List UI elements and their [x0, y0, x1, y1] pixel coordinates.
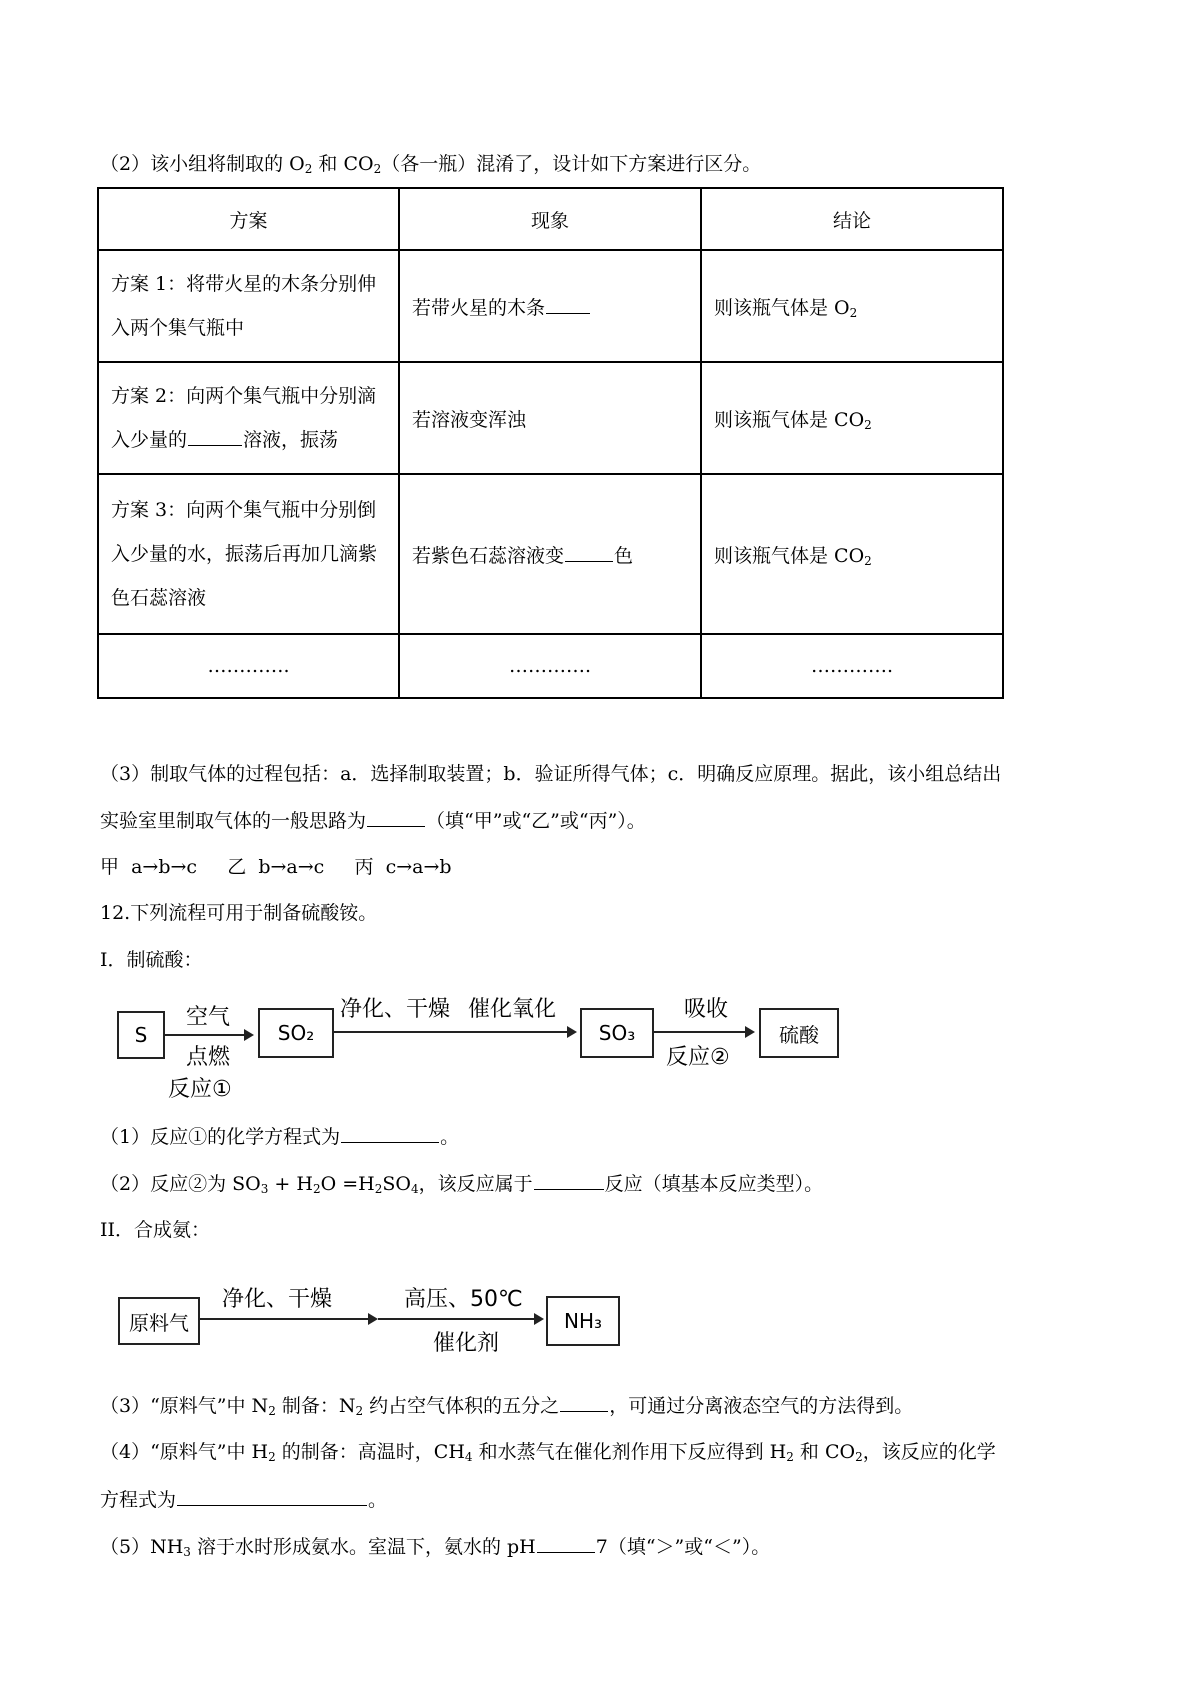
phenomenon-text: 色 — [614, 544, 634, 567]
subscript: 2 — [312, 1182, 321, 1196]
question-text: （4）“原料气”中 H — [100, 1441, 269, 1463]
ellipsis-cell: …………. — [701, 634, 1003, 698]
question-text: 7（填“＞”或“＜”）。 — [595, 1536, 771, 1558]
answer-blank[interactable] — [367, 808, 425, 827]
table-row — [98, 474, 1003, 634]
subscript: 3 — [183, 1545, 191, 1559]
flow-arrow — [164, 1034, 252, 1036]
q12-sub2 — [100, 1171, 823, 1196]
q12-title: 12.下列流程可用于制备硫酸铵。 — [100, 902, 378, 924]
subscript: 2 — [374, 1182, 383, 1196]
question-text: 的制备：高温时，CH — [275, 1441, 465, 1463]
table-row — [98, 362, 1003, 474]
question-text: SO — [382, 1173, 411, 1195]
subscript: 4 — [464, 1450, 473, 1464]
answer-blank[interactable] — [177, 1487, 367, 1506]
ellipsis-cell: …………. — [399, 634, 701, 698]
q11-3-line2 — [100, 808, 646, 833]
question-text: （2）反应②为 SO — [100, 1173, 261, 1195]
question-text: ，该反应属于 — [418, 1173, 533, 1195]
subscript: 2 — [355, 1404, 364, 1418]
q11-3-options: 甲 a→b→c 乙 b→a→c 丙 c→a→b — [100, 856, 452, 878]
plan-text — [111, 374, 381, 462]
question-text: 和 CO — [793, 1441, 856, 1463]
plan-text-part: 溶液，振荡 — [243, 429, 339, 451]
phenomenon-cell: 若溶液变浑浊 — [399, 362, 701, 474]
flow-box-so2: SO₂ — [258, 1008, 334, 1058]
flow-label-air: 空气 — [186, 1005, 231, 1030]
flow-arrow — [378, 1318, 542, 1320]
question-text: （5）NH — [100, 1536, 184, 1558]
q12-part1-title: I．制硫酸： — [100, 949, 203, 971]
question-text: 。 — [440, 1126, 460, 1148]
flow-label-absorb: 吸收 — [684, 997, 729, 1022]
answer-blank[interactable] — [565, 543, 613, 562]
conclusion-cell — [701, 474, 1003, 634]
plan-text: 方案 1：将带火星的木条分别伸入两个集气瓶中 — [111, 273, 377, 339]
phenomenon-cell — [399, 250, 701, 362]
plan-text: 方案 3：向两个集气瓶中分别倒入少量的水，振荡后再加几滴紫色石蕊溶液 — [111, 499, 378, 609]
flow-label-ignite: 点燃 — [186, 1045, 231, 1070]
intro-text: （各一瓶）混淆了，设计如下方案进行区分。 — [381, 153, 762, 175]
conclusion-cell — [701, 362, 1003, 474]
flow-box-sulfuric-acid: 硫酸 — [759, 1008, 839, 1058]
question-text: ，该反应的化学 — [862, 1441, 996, 1463]
flow-label-reaction2: 反应② — [666, 1045, 730, 1070]
flow-label-reaction1: 反应① — [168, 1077, 232, 1102]
flow-arrow — [653, 1031, 753, 1033]
question-text: 制备：N — [275, 1395, 356, 1417]
answer-blank[interactable] — [560, 1393, 608, 1412]
phenomenon-cell — [399, 474, 701, 634]
intro-text: （2）该小组将制取的 O — [100, 153, 305, 175]
flow-box-nh3: NH₃ — [546, 1296, 620, 1346]
flow-label-catalytic-oxidation: 催化氧化 — [468, 997, 557, 1022]
subscript: 2 — [304, 162, 313, 176]
q12-sub4 — [100, 1440, 996, 1464]
conclusion-text: 则该瓶气体是 CO — [714, 408, 865, 431]
header-cell-scheme: 方案 — [98, 188, 399, 250]
question-text: ，可通过分离液态空气的方法得到。 — [609, 1395, 914, 1417]
answer-blank[interactable] — [534, 1171, 604, 1190]
question-text: （填“甲”或“乙”或“丙”）。 — [426, 810, 646, 832]
flow-label-catalyst: 催化剂 — [433, 1331, 500, 1356]
q12-part2-title: II．合成氨： — [100, 1219, 211, 1241]
question-text: （3）“原料气”中 N — [100, 1395, 269, 1417]
flow-label-purify: 净化、干燥 — [340, 997, 451, 1022]
ellipsis-cell: …………. — [98, 634, 399, 698]
q12-sub4-line2 — [100, 1487, 387, 1512]
flow-box-raw-gas: 原料气 — [118, 1297, 200, 1345]
q12-sub1 — [100, 1124, 459, 1149]
plan-text-part: 方案 2：向两个集气瓶中分别滴入少量的 — [111, 385, 377, 451]
answer-blank[interactable] — [188, 427, 242, 446]
q12-sub5 — [100, 1534, 770, 1559]
plan-cell — [98, 474, 399, 634]
subscript: 2 — [864, 417, 872, 432]
flow-box-s: S — [117, 1011, 165, 1059]
q11-3-line1: （3）制取气体的过程包括：a．选择制取装置；b．验证所得气体；c．明确反应原理。据此，该小组总结出 — [100, 763, 1002, 785]
question-text: 方程式为 — [100, 1489, 177, 1511]
q11-2-intro — [100, 152, 761, 176]
flow-arrow — [198, 1318, 376, 1320]
subscript: 2 — [786, 1450, 794, 1464]
flow-arrow — [333, 1031, 575, 1033]
flow-label-conditions: 高压、50℃ — [404, 1287, 523, 1312]
plan-cell — [98, 250, 399, 362]
answer-blank[interactable] — [546, 295, 590, 314]
flow-box-so3: SO₃ — [580, 1008, 654, 1058]
conclusion-text: 则该瓶气体是 O — [714, 296, 850, 319]
answer-blank[interactable] — [537, 1534, 595, 1553]
question-text: 。 — [368, 1489, 388, 1511]
question-text: 溶于水时形成氨水。室温下，氨水的 pH — [190, 1536, 536, 1558]
q12-sub3 — [100, 1393, 913, 1418]
scheme-table — [97, 187, 1004, 699]
subscript: 2 — [268, 1450, 276, 1464]
table-row — [98, 250, 1003, 362]
question-text: （1）反应①的化学方程式为 — [100, 1126, 341, 1148]
plan-cell — [98, 362, 399, 474]
header-cell-phenomenon: 现象 — [399, 188, 701, 250]
phenomenon-text: 若紫色石蕊溶液变 — [412, 544, 565, 567]
header-cell-conclusion: 结论 — [701, 188, 1003, 250]
table-header-row — [98, 188, 1003, 250]
subscript: 2 — [855, 1450, 863, 1464]
intro-text: 和 CO — [312, 153, 374, 175]
question-text: 反应（填基本反应类型）。 — [604, 1173, 824, 1195]
subscript: 3 — [260, 1182, 269, 1196]
question-text: 实验室里制取气体的一般思路为 — [100, 810, 367, 832]
question-text: 约占空气体积的五分之 — [363, 1395, 560, 1417]
flow-label-purify: 净化、干燥 — [222, 1287, 333, 1312]
question-text: 和水蒸气在催化剂作用下反应得到 H — [472, 1441, 787, 1463]
subscript: 4 — [410, 1182, 419, 1196]
conclusion-text: 则该瓶气体是 CO — [714, 544, 865, 567]
conclusion-cell — [701, 250, 1003, 362]
table-row — [98, 634, 1003, 698]
question-text: + H — [268, 1173, 313, 1195]
subscript: 2 — [849, 305, 858, 320]
subscript: 2 — [373, 162, 382, 176]
subscript: 2 — [268, 1404, 276, 1418]
subscript: 2 — [864, 553, 872, 568]
question-text: O =H — [320, 1173, 375, 1195]
answer-blank[interactable] — [341, 1124, 439, 1143]
phenomenon-text: 若带火星的木条 — [412, 296, 546, 319]
